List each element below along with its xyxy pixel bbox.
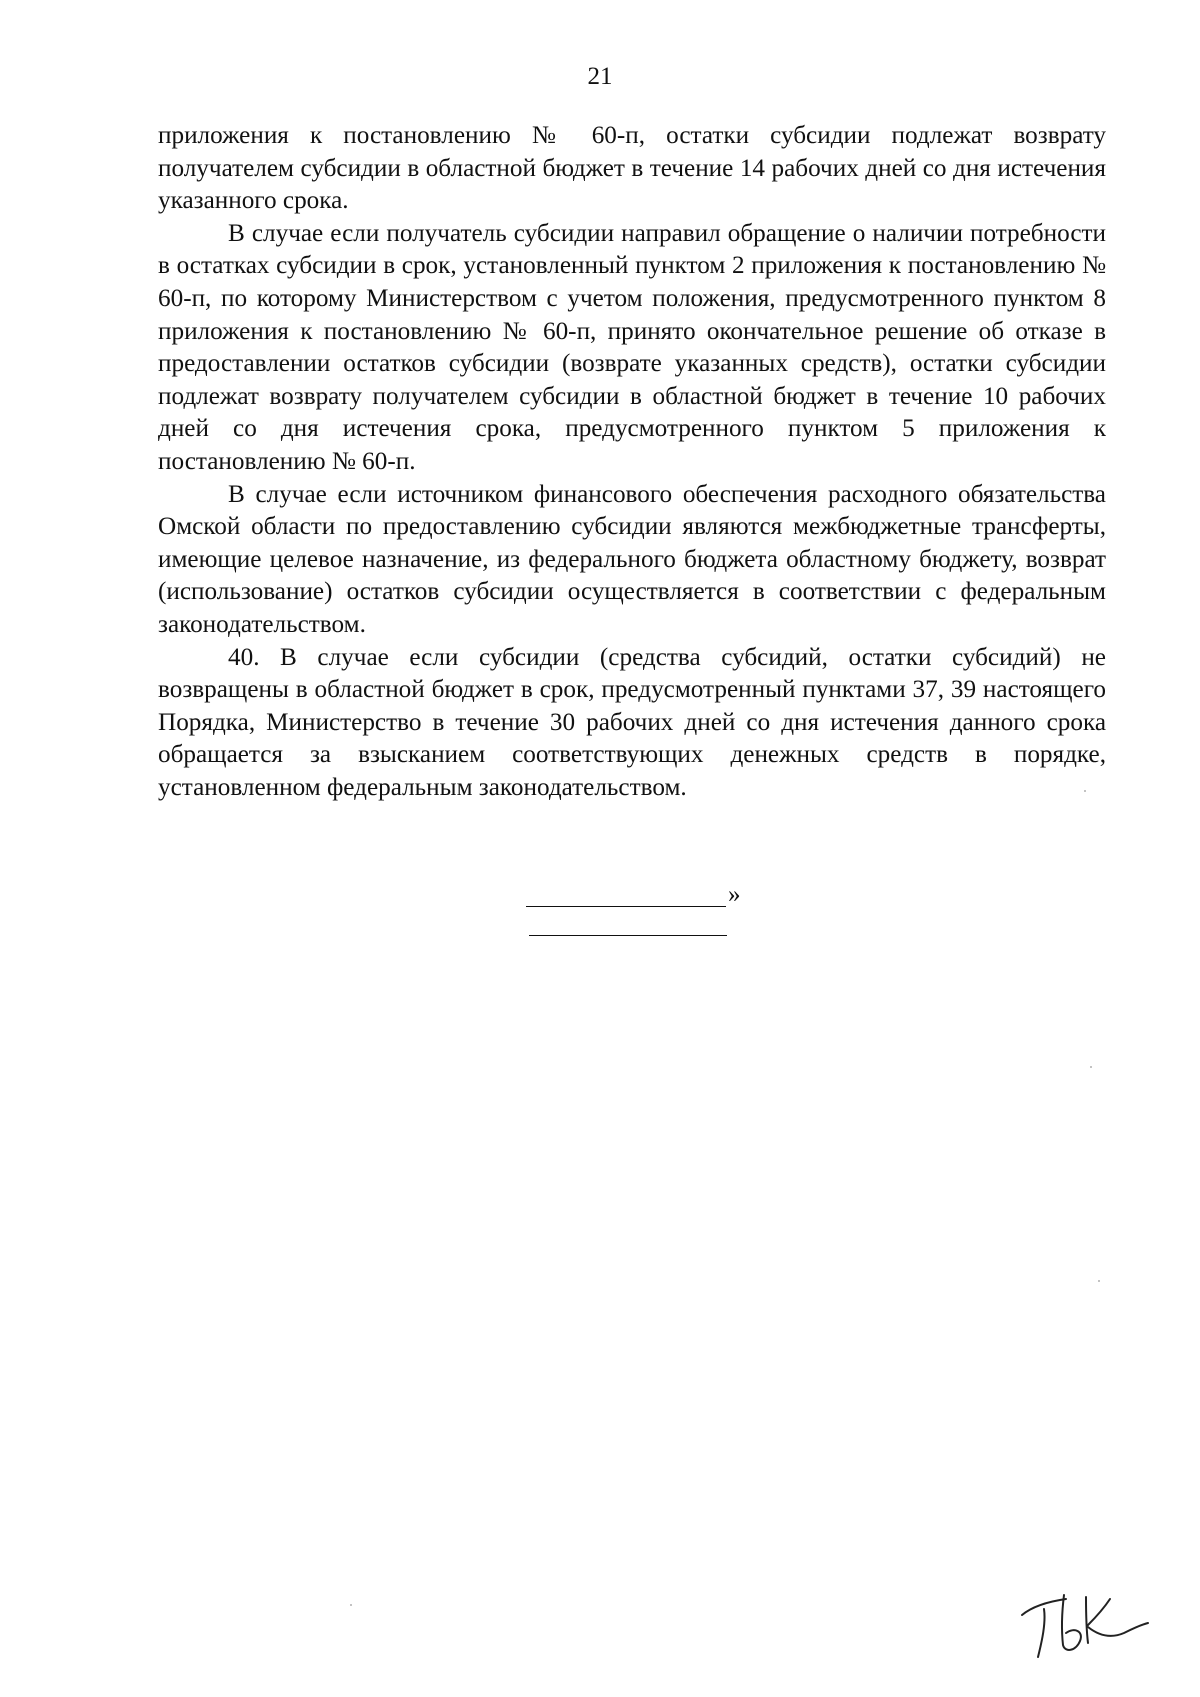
closing-quote-line: [526, 880, 766, 914]
end-of-document-line: [529, 935, 727, 936]
scan-artifact: [1090, 1066, 1092, 1068]
paragraph-clause-40: 40. В случае если субсидии (средства субсидий, остатки субсидий) не возвращены в областной бюджет в срок, предусмотренный пунктами 37, 39 настоящего Порядка, Министерство в течение 30 рабочих дней со дня истечения данного срока обращается за взысканием соответствующих денежных средств в порядке, установленном федеральным законодательством.: [158, 643, 1106, 801]
closing-quote-mark: »: [728, 881, 741, 908]
paragraph-federal-transfers: В случае если источником финансового обеспечения расходного обязательства Омской области по предоставлению субсидии являются межбюджетные трансферты, имеющие целевое назначение, из федерального бюджета областному бюджету, возврат (использование) остатков субсидии осуществляется в соответствии с федеральным законодательством.: [158, 480, 1106, 638]
paragraph-remaining-subsidy-refusal: В случае если получатель субсидии направил обращение о наличии потребности в остатках субсидии в срок, установленный пунктом 2 приложения к постановлению № 60-п, по которому Министерством с учетом положения, предусмотренного пунктом 8 приложения к постановлению № 60-п, принято окончательное решение об отказе в предоставлении остатков субсидии (возврате указанных средств), остатки субсидии подлежат возврату получателем субсидии в областной бюджет в течение 10 рабочих дней со дня истечения срока, предусмотренного пунктом 5 приложения к постановлению № 60-п.: [158, 219, 1106, 475]
paragraph-continuation: приложения к постановлению № 60-п, остатки субсидии подлежат возврату получателем субсидии в областной бюджет в течение 14 рабочих дней со дня истечения указанного срока.: [158, 122, 1106, 215]
page-number: 21: [587, 63, 613, 90]
closing-underline: [526, 906, 726, 907]
scan-artifact: [1084, 790, 1086, 792]
scan-artifact: [350, 1604, 352, 1606]
handwritten-initials: [1014, 1575, 1154, 1665]
scan-artifact: [1098, 1280, 1100, 1282]
document-body: [158, 120, 1106, 804]
